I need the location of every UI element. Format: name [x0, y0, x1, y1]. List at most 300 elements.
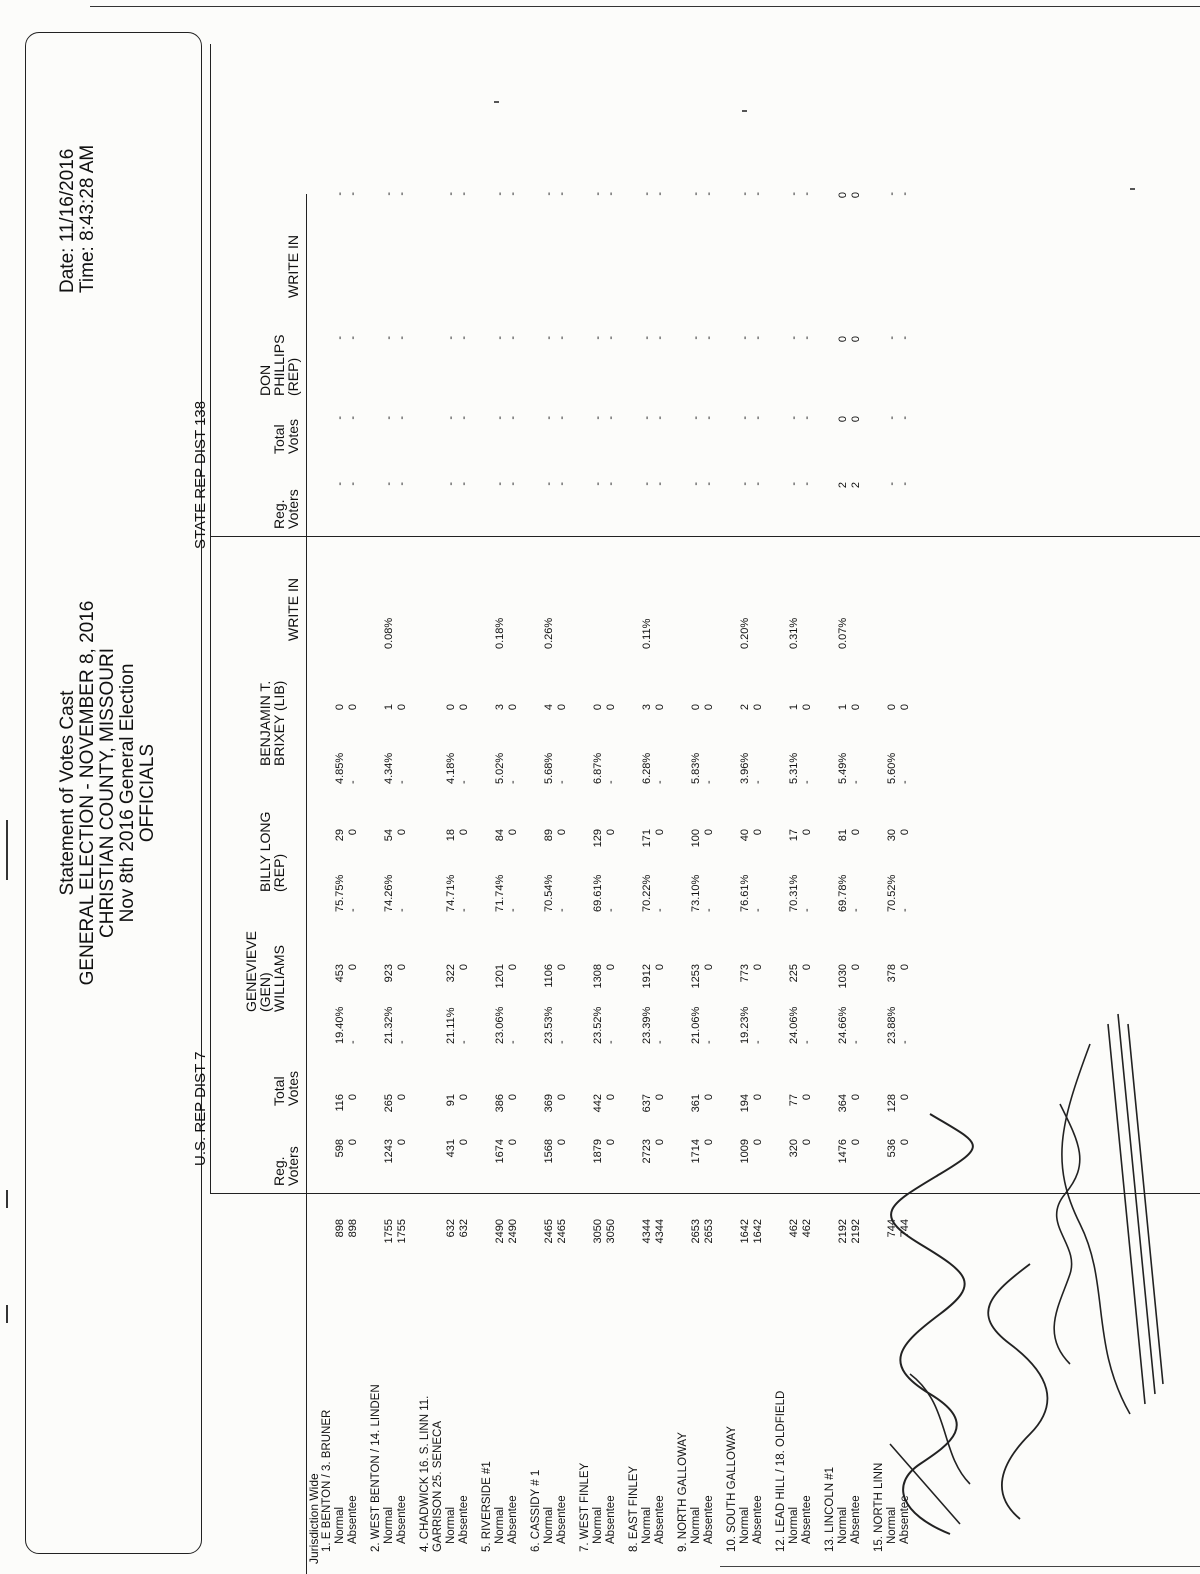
vote-count: 0: [458, 704, 470, 711]
vote-count: -: [494, 336, 506, 340]
vote-count: -: [886, 482, 898, 486]
vote-count: -: [347, 192, 359, 196]
vote-count: -: [605, 482, 617, 486]
vote-count: -: [788, 336, 800, 340]
vote-count: 0: [654, 704, 666, 711]
vote-count: -: [334, 192, 346, 196]
absentee-row-label: Absentee: [899, 1495, 911, 1544]
vote-count: 0: [703, 829, 715, 836]
vote-count: 0: [347, 1094, 359, 1101]
vote-count: -: [703, 416, 715, 420]
column-header-writein: WRITE IN: [285, 235, 301, 298]
vote-count: -: [690, 482, 702, 486]
vote-count: 0: [347, 829, 359, 836]
vote-count: -: [543, 192, 555, 196]
vote-percent: 24.06%: [788, 1006, 800, 1044]
vote-count: 0: [899, 1094, 911, 1101]
precinct-group-label: 15. NORTH LINN: [873, 1462, 885, 1552]
vote-count: 1568: [543, 1139, 555, 1164]
vote-count: -: [654, 336, 666, 340]
vote-count: 3050: [592, 1219, 604, 1244]
title-line: OFFICIALS: [137, 743, 158, 843]
vote-count: -: [801, 336, 813, 340]
column-header-phillips: (REP): [285, 357, 301, 396]
vote-count: 598: [334, 1139, 346, 1158]
precinct-group-label: 6. CASSIDY # 1: [530, 1469, 542, 1552]
absentee-row-label: Absentee: [654, 1495, 666, 1544]
column-header-williams: GENEVIEVE: [243, 931, 259, 1012]
normal-row-label: Normal: [886, 1506, 898, 1544]
vote-count: -: [654, 192, 666, 196]
vote-count: -: [458, 192, 470, 196]
vote-count: -: [383, 482, 395, 486]
absentee-row-label: Absentee: [703, 1495, 715, 1544]
column-header-long: BILLY LONG: [257, 811, 273, 892]
vote-percent: 0.11%: [641, 618, 653, 649]
vote-percent: 3.96%: [739, 752, 751, 784]
vote-percent: 0.08%: [383, 617, 395, 649]
vote-percent: 23.53%: [543, 1006, 555, 1044]
normal-row-label: Normal: [837, 1506, 849, 1544]
column-header-phillips: PHILLIPS: [271, 334, 287, 396]
vote-count: 0: [347, 1139, 359, 1146]
vote-count: 0: [458, 964, 470, 971]
vote-count: 386: [494, 1094, 506, 1113]
vote-percent: 5.31%: [788, 752, 800, 784]
column-header-total_votes: Total: [271, 1076, 287, 1106]
vote-percent: 73.10%: [690, 874, 702, 912]
vote-percent: -: [396, 908, 408, 912]
vote-count: -: [654, 416, 666, 420]
vote-count: -: [690, 336, 702, 340]
vote-percent: -: [507, 908, 519, 912]
precinct-group-label: 12. LEAD HILL / 18. OLDFIELD: [775, 1390, 787, 1552]
vote-percent: 5.49%: [837, 752, 849, 784]
vote-count: 54: [383, 829, 395, 842]
vote-count: -: [788, 482, 800, 486]
precinct-group-label: 13. LINCOLN #1: [824, 1466, 836, 1552]
vote-percent: -: [703, 1040, 715, 1044]
vote-count: -: [543, 336, 555, 340]
vote-count: -: [690, 192, 702, 196]
vote-count: 0: [347, 704, 359, 711]
vote-percent: 0.20%: [739, 617, 751, 649]
vote-count: 0: [801, 964, 813, 971]
vote-percent: 69.61%: [592, 874, 604, 912]
vote-count: 40: [739, 829, 751, 842]
vote-percent: 69.78%: [837, 874, 849, 912]
vote-count: 0: [886, 704, 898, 711]
vote-percent: 23.06%: [494, 1006, 506, 1044]
vote-count: -: [899, 336, 911, 340]
vote-count: 0: [458, 1094, 470, 1101]
vote-count: 0: [850, 1094, 862, 1101]
vote-count: 0: [899, 1139, 911, 1146]
vote-count: 0: [801, 829, 813, 836]
title-line: Statement of Votes Cast: [57, 690, 78, 896]
vote-count: 536: [886, 1139, 898, 1158]
vote-count: 0: [837, 192, 849, 199]
table-rule: [210, 44, 211, 1194]
normal-row-label: Normal: [641, 1506, 653, 1544]
vote-count: 0: [654, 829, 666, 836]
vote-count: 1714: [690, 1139, 702, 1164]
vote-count: -: [543, 482, 555, 486]
vote-count: 2723: [641, 1139, 653, 1164]
vote-percent: 6.87%: [592, 752, 604, 784]
vote-percent: -: [458, 1040, 470, 1044]
vote-percent: 6.28%: [641, 752, 653, 784]
vote-percent: 75.75%: [334, 874, 346, 912]
precinct-group-label: 10. SOUTH GALLOWAY: [726, 1426, 738, 1552]
vote-count: 1: [383, 704, 395, 711]
vote-percent: 19.23%: [739, 1006, 751, 1044]
normal-row-label: Normal: [445, 1506, 457, 1544]
vote-count: 1: [788, 704, 800, 711]
vote-count: 320: [788, 1139, 800, 1158]
vote-count: -: [752, 482, 764, 486]
vote-count: 0: [507, 704, 519, 711]
vote-count: 77: [788, 1094, 800, 1107]
vote-percent: 4.18%: [445, 752, 457, 784]
vote-count: 29: [334, 829, 346, 842]
vote-count: 0: [396, 964, 408, 971]
vote-count: 1912: [641, 964, 653, 989]
vote-count: 632: [445, 1219, 457, 1238]
vote-count: -: [641, 416, 653, 420]
vote-percent: -: [605, 780, 617, 784]
vote-percent: -: [899, 1040, 911, 1044]
absentee-row-label: Absentee: [556, 1495, 568, 1544]
vote-count: -: [641, 192, 653, 196]
vote-count: -: [886, 192, 898, 196]
vote-count: -: [507, 416, 519, 420]
vote-percent: -: [703, 780, 715, 784]
vote-percent: 5.68%: [543, 752, 555, 784]
column-header-reg_voters: Voters: [285, 1146, 301, 1186]
vote-count: 2653: [690, 1219, 702, 1244]
column-header-williams: WILLIAMS: [271, 945, 287, 1012]
vote-count: -: [739, 416, 751, 420]
vote-count: 0: [752, 704, 764, 711]
column-header-long: (REP): [271, 853, 287, 892]
precinct-group-label: 8. EAST FINLEY: [628, 1465, 640, 1552]
report-date: Date: 11/16/2016: [57, 148, 78, 293]
vote-count: 1201: [494, 964, 506, 989]
vote-count: -: [886, 336, 898, 340]
column-header-brixey: BENJAMIN T.: [257, 680, 273, 766]
vote-count: 0: [801, 1094, 813, 1101]
vote-count: -: [788, 416, 800, 420]
vote-percent: 4.34%: [383, 752, 395, 784]
vote-count: 0: [507, 1139, 519, 1146]
vote-percent: 4.85%: [334, 752, 346, 784]
vote-count: 632: [458, 1219, 470, 1238]
vote-percent: -: [752, 780, 764, 784]
vote-count: 0: [850, 192, 862, 199]
vote-count: -: [458, 482, 470, 486]
vote-count: -: [899, 482, 911, 486]
vote-count: -: [494, 192, 506, 196]
vote-count: 2653: [703, 1219, 715, 1244]
vote-percent: -: [556, 780, 568, 784]
vote-count: 0: [556, 1094, 568, 1101]
vote-percent: -: [347, 780, 359, 784]
vote-count: -: [752, 336, 764, 340]
vote-count: 2465: [556, 1219, 568, 1244]
vote-count: 1674: [494, 1139, 506, 1164]
absentee-row-label: Absentee: [605, 1495, 617, 1544]
vote-count: 378: [886, 964, 898, 983]
vote-count: 1879: [592, 1139, 604, 1164]
us-rep-section-title: U.S. REP DIST 7: [192, 1051, 209, 1166]
report-time: Time: 8:43:28 AM: [77, 144, 98, 293]
vote-count: 100: [690, 829, 702, 848]
absentee-row-label: Absentee: [801, 1495, 813, 1544]
vote-count: 225: [788, 964, 800, 983]
normal-row-label: Normal: [592, 1506, 604, 1544]
vote-count: 0: [899, 964, 911, 971]
vote-count: -: [396, 482, 408, 486]
normal-row-label: Normal: [690, 1506, 702, 1544]
normal-row-label: Normal: [788, 1506, 800, 1544]
precinct-group-label: 9. NORTH GALLOWAY: [677, 1432, 689, 1552]
vote-count: 3050: [605, 1219, 617, 1244]
column-header-williams: (GEN): [257, 972, 273, 1012]
vote-count: 0: [752, 1139, 764, 1146]
vote-count: 91: [445, 1094, 457, 1107]
vote-count: 442: [592, 1094, 604, 1113]
vote-count: 3: [494, 704, 506, 711]
vote-count: 4344: [641, 1219, 653, 1244]
vote-count: -: [556, 336, 568, 340]
vote-percent: -: [801, 908, 813, 912]
vote-count: -: [605, 416, 617, 420]
normal-row-label: Normal: [334, 1506, 346, 1544]
vote-count: -: [507, 336, 519, 340]
vote-count: 0: [507, 829, 519, 836]
column-header-reg_voters: Voters: [285, 489, 301, 529]
vote-count: -: [690, 416, 702, 420]
vote-count: 1755: [396, 1219, 408, 1244]
vote-count: -: [556, 192, 568, 196]
vote-count: 0: [556, 1139, 568, 1146]
vote-percent: 23.39%: [641, 1006, 653, 1044]
precinct-group-label: 2. WEST BENTON / 14. LINDEN: [370, 1384, 382, 1552]
vote-percent: 70.31%: [788, 874, 800, 912]
vote-percent: 70.54%: [543, 874, 555, 912]
vote-count: 0: [703, 1094, 715, 1101]
vote-count: 128: [886, 1094, 898, 1113]
vote-percent: -: [703, 908, 715, 912]
vote-percent: -: [899, 908, 911, 912]
vote-count: 0: [837, 416, 849, 423]
vote-count: -: [347, 416, 359, 420]
vote-count: 462: [801, 1219, 813, 1238]
vote-count: 2192: [837, 1219, 849, 1244]
vote-count: 0: [556, 829, 568, 836]
absentee-row-label: Absentee: [396, 1495, 408, 1544]
vote-count: 1476: [837, 1139, 849, 1164]
vote-percent: -: [605, 908, 617, 912]
absentee-row-label: Absentee: [347, 1495, 359, 1544]
normal-row-label: Normal: [543, 1506, 555, 1544]
vote-count: -: [703, 336, 715, 340]
vote-count: -: [641, 336, 653, 340]
precinct-group-label-cont: GARRISON 25. SENECA: [432, 1420, 444, 1552]
state-rep-section-title: STATE REP DIST 138: [192, 400, 209, 549]
vote-percent: -: [752, 1040, 764, 1044]
vote-count: -: [556, 482, 568, 486]
vote-count: 0: [654, 1094, 666, 1101]
vote-count: 369: [543, 1094, 555, 1113]
vote-percent: -: [654, 908, 666, 912]
vote-count: -: [592, 192, 604, 196]
vote-count: 431: [445, 1139, 457, 1158]
vote-count: 0: [556, 704, 568, 711]
vote-count: -: [605, 336, 617, 340]
vote-count: -: [592, 336, 604, 340]
column-divider: [210, 536, 1200, 537]
vote-percent: -: [396, 1040, 408, 1044]
vote-count: -: [801, 416, 813, 420]
vote-count: 171: [641, 829, 653, 848]
vote-count: 0: [703, 704, 715, 711]
vote-count: -: [556, 416, 568, 420]
vote-percent: 19.40%: [334, 1006, 346, 1044]
vote-count: -: [605, 192, 617, 196]
vote-count: 2192: [850, 1219, 862, 1244]
vote-count: 2490: [507, 1219, 519, 1244]
vote-count: 0: [850, 336, 862, 343]
vote-count: 265: [383, 1094, 395, 1113]
absentee-row-label: Absentee: [458, 1495, 470, 1544]
vote-count: -: [383, 416, 395, 420]
vote-count: -: [703, 192, 715, 196]
vote-count: -: [445, 192, 457, 196]
column-header-brixey: BRIXEY (LIB): [271, 680, 287, 766]
vote-count: 0: [605, 704, 617, 711]
vote-percent: -: [507, 1040, 519, 1044]
vote-count: 462: [788, 1219, 800, 1238]
vote-count: -: [494, 482, 506, 486]
column-header-phillips: DON: [257, 364, 273, 396]
vote-count: 2465: [543, 1219, 555, 1244]
vote-count: -: [383, 336, 395, 340]
title-line: CHRISTIAN COUNTY, MISSOURI: [97, 648, 118, 938]
vote-count: -: [886, 416, 898, 420]
vote-count: -: [445, 416, 457, 420]
vote-count: 0: [752, 964, 764, 971]
column-header-total_votes: Total: [271, 424, 287, 454]
vote-count: -: [458, 336, 470, 340]
vote-percent: -: [458, 780, 470, 784]
vote-count: 0: [850, 964, 862, 971]
vote-percent: -: [605, 1040, 617, 1044]
vote-count: -: [654, 482, 666, 486]
vote-count: 0: [605, 1094, 617, 1101]
vote-count: 0: [556, 964, 568, 971]
vote-count: 0: [801, 704, 813, 711]
vote-count: 81: [837, 829, 849, 842]
vote-count: 0: [396, 1094, 408, 1101]
vote-count: 773: [739, 964, 751, 983]
vote-count: 0: [703, 1139, 715, 1146]
vote-count: -: [507, 482, 519, 486]
vote-percent: 5.60%: [886, 752, 898, 784]
vote-count: -: [383, 192, 395, 196]
vote-count: -: [543, 416, 555, 420]
vote-count: 0: [752, 1094, 764, 1101]
vote-count: 18: [445, 829, 457, 842]
vote-count: 1642: [739, 1219, 751, 1244]
vote-percent: -: [899, 780, 911, 784]
vote-count: -: [739, 192, 751, 196]
vote-count: -: [494, 416, 506, 420]
vote-percent: 23.88%: [886, 1006, 898, 1044]
vote-percent: -: [801, 1040, 813, 1044]
vote-count: -: [507, 192, 519, 196]
vote-count: 2: [837, 482, 849, 489]
vote-percent: -: [850, 1040, 862, 1044]
vote-count: -: [334, 416, 346, 420]
vote-count: 129: [592, 829, 604, 848]
vote-count: -: [801, 192, 813, 196]
vote-count: 116: [334, 1094, 346, 1112]
vote-count: 0: [703, 964, 715, 971]
vote-percent: -: [556, 1040, 568, 1044]
vote-percent: -: [654, 780, 666, 784]
vote-percent: 21.06%: [690, 1006, 702, 1044]
vote-count: 0: [850, 416, 862, 423]
vote-count: 4: [543, 704, 555, 711]
vote-percent: -: [801, 780, 813, 784]
absentee-row-label: Absentee: [850, 1495, 862, 1544]
vote-count: 453: [334, 964, 346, 983]
vote-count: -: [752, 192, 764, 196]
vote-count: 0: [899, 829, 911, 836]
vote-count: 0: [654, 964, 666, 971]
vote-count: 194: [739, 1094, 751, 1113]
vote-count: 1755: [383, 1219, 395, 1244]
title-line: GENERAL ELECTION - NOVEMBER 8, 2016: [77, 600, 98, 986]
vote-count: -: [334, 482, 346, 486]
column-header-total_votes: Votes: [285, 1070, 301, 1106]
vote-count: 898: [347, 1219, 359, 1238]
vote-count: -: [592, 482, 604, 486]
vote-count: -: [899, 192, 911, 196]
vote-percent: 76.61%: [739, 874, 751, 912]
vote-percent: 5.02%: [494, 752, 506, 784]
vote-count: -: [396, 192, 408, 196]
precinct-group-label: 5. RIVERSIDE #1: [481, 1461, 493, 1552]
vote-count: 637: [641, 1094, 653, 1113]
vote-count: 0: [507, 1094, 519, 1101]
table-rule: [306, 194, 307, 1574]
vote-count: 1253: [690, 964, 702, 989]
vote-count: 1308: [592, 964, 604, 989]
vote-count: 0: [605, 1139, 617, 1146]
vote-count: 0: [334, 704, 346, 711]
column-header-total_votes: Votes: [285, 418, 301, 454]
vote-percent: 71.74%: [494, 874, 506, 912]
header-box: [25, 32, 202, 1554]
vote-count: -: [445, 482, 457, 486]
column-header-reg_voters: Reg.: [271, 1156, 287, 1186]
vote-count: 898: [334, 1219, 346, 1238]
vote-percent: 5.83%: [690, 752, 702, 784]
vote-percent: -: [458, 908, 470, 912]
